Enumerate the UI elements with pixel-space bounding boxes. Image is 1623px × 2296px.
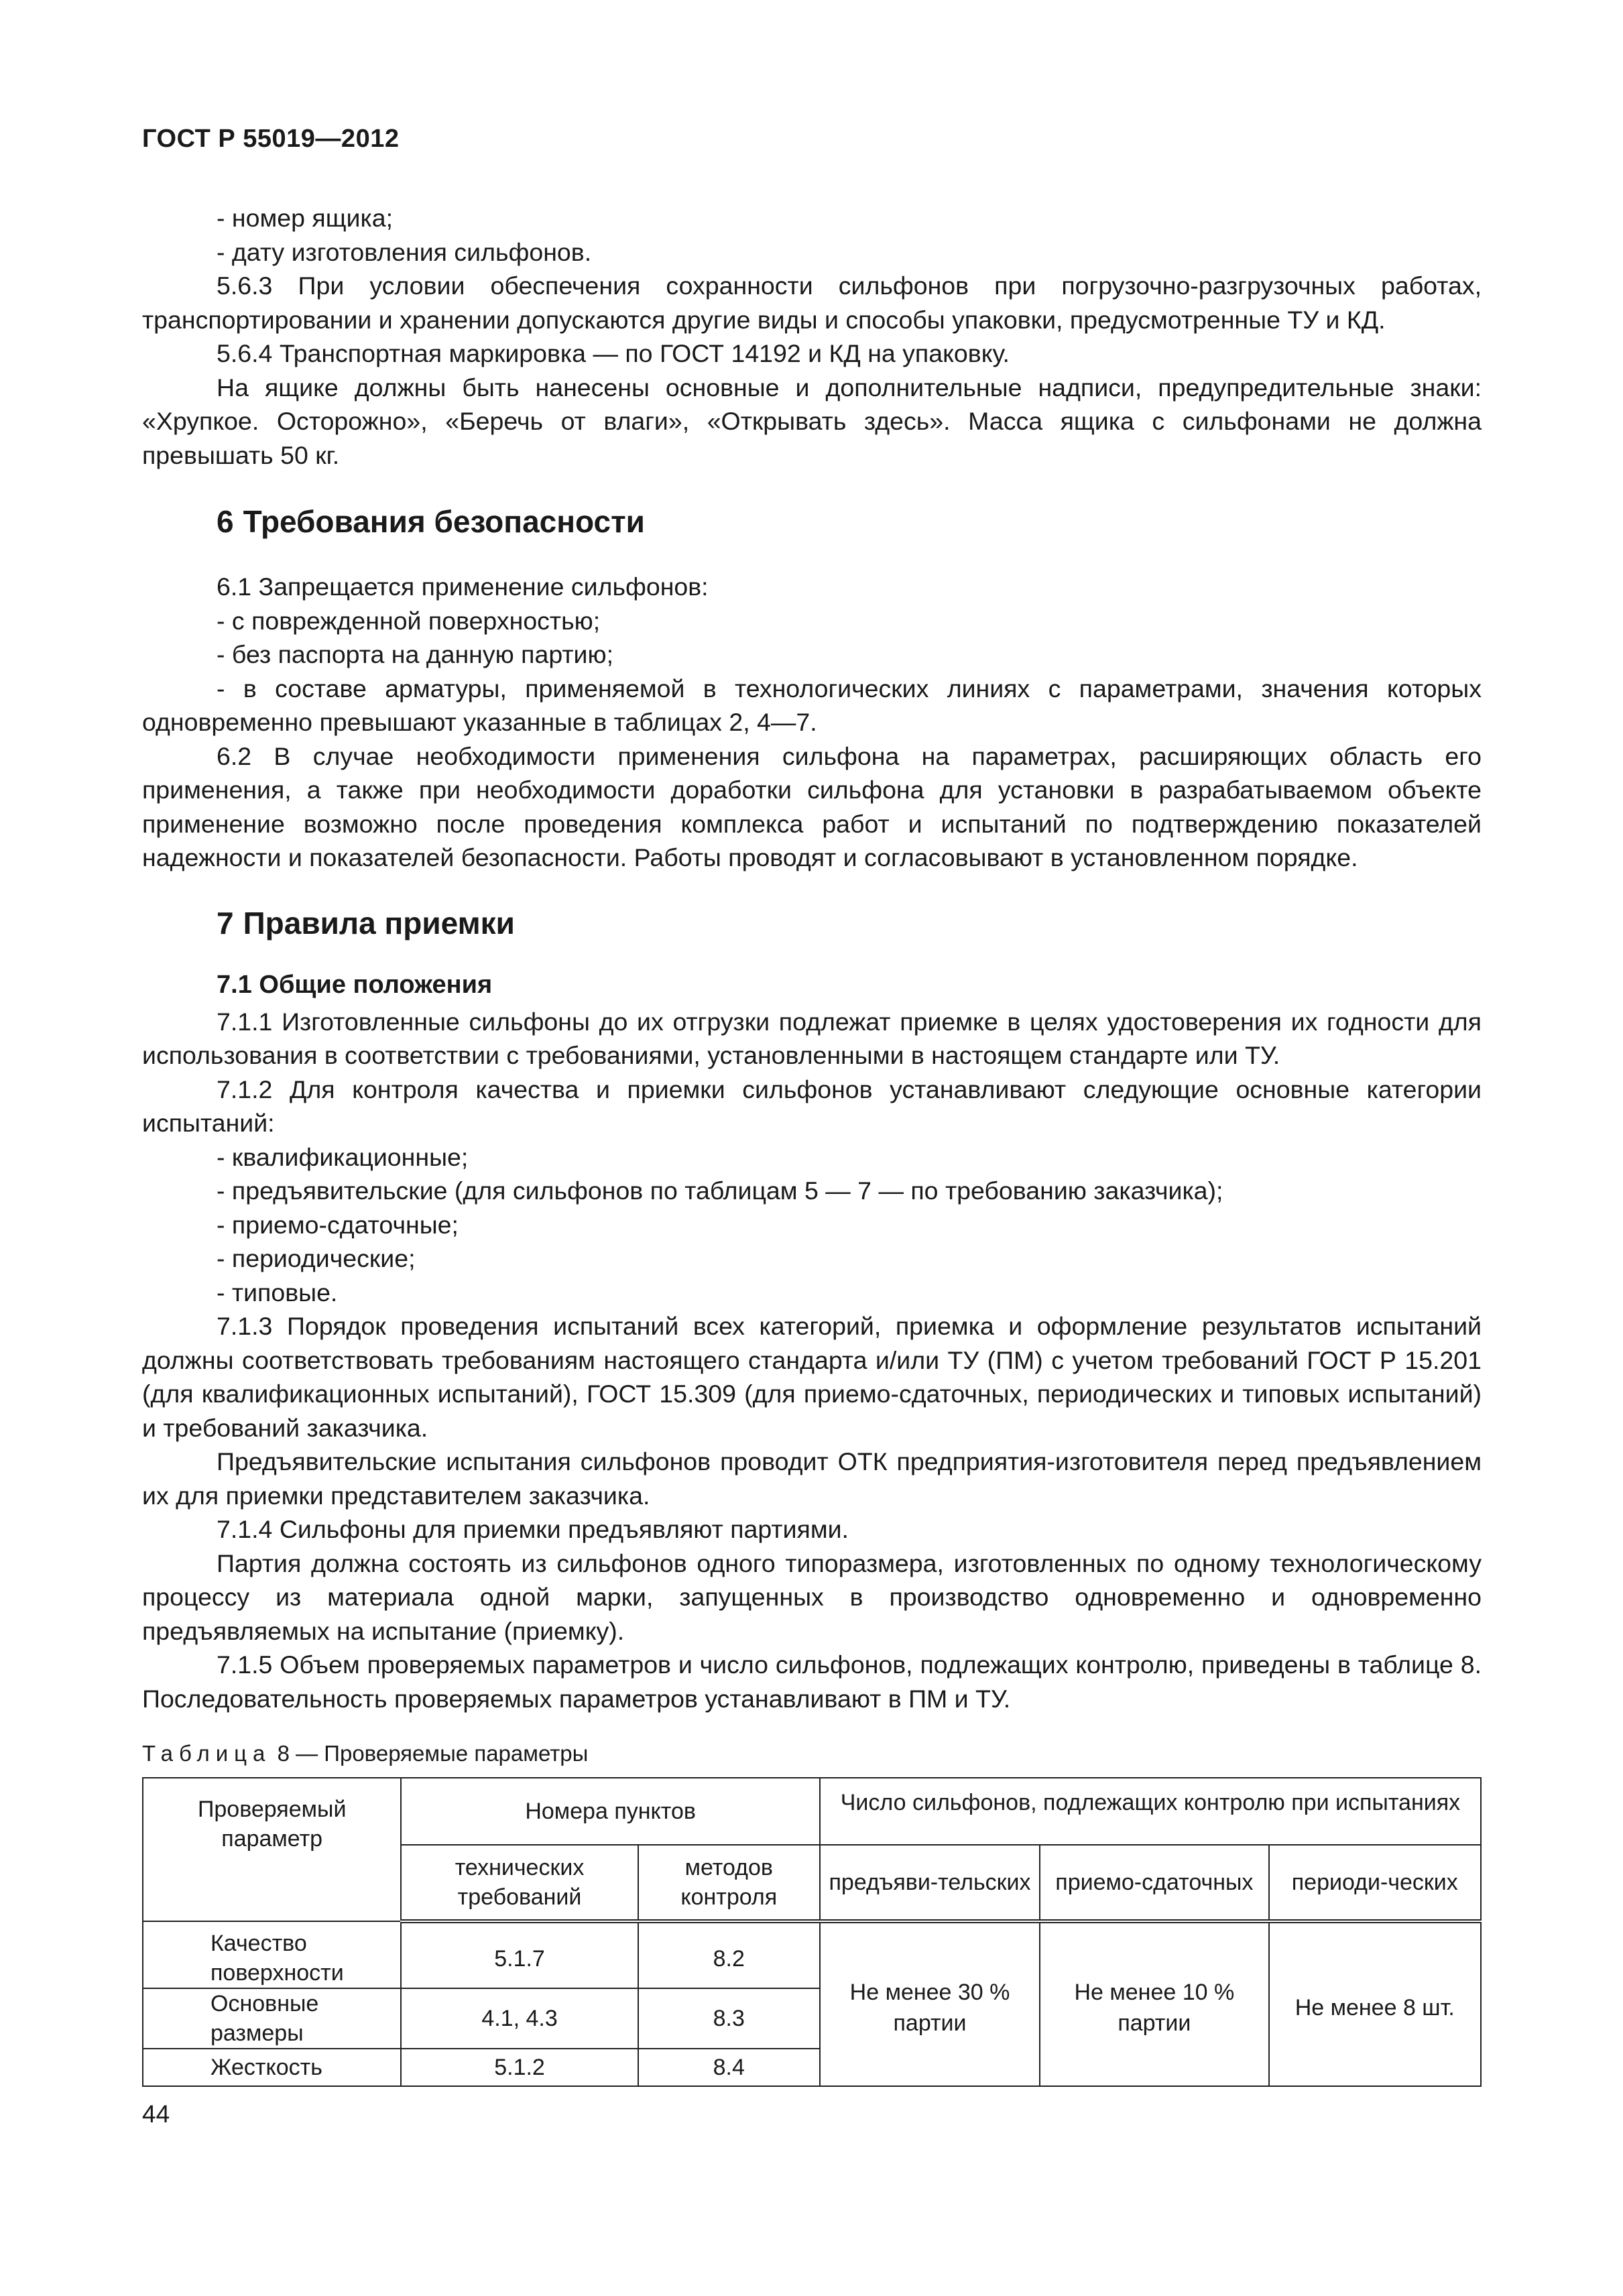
section-title: Правила приемки — [243, 905, 515, 941]
cell-count-periodic: Не менее 8 шт. — [1269, 1921, 1481, 2086]
header-cell-clauses: Номера пунктов — [401, 1778, 819, 1845]
cell-method-clause: 8.3 — [638, 1988, 820, 2049]
cell-tech-clause: 4.1, 4.3 — [401, 1988, 638, 2049]
paragraph: 7.1.3 Порядок проведения испытаний всех категорий, приемка и оформление результатов испытаний должны соответствовать требованиям настоящего стандарта и/или ТУ (ПМ) с учетом требований ГОСТ Р 15.201 (для квалификационных испытаний), ГОСТ 15.309 (для приемо-сдаточных, периодических и типовых испытаний) и требований заказчика. — [142, 1312, 1482, 1442]
paragraph: - предъявительские (для сильфонов по таблицам 5 — 7 — по требованию заказчика); — [217, 1176, 1223, 1205]
paragraph: - квалификационные; — [217, 1142, 469, 1171]
paragraph: 6.2 В случае необходимости применения сильфона на параметрах, расширяющих область его применения, а также при необходимости доработки сильфона для установки в разрабатываемом объекте применение возможно после проведения комплекса работ и испытаний по подтверждению показателей надежности и показателей безопасности. Работы проводят и согласовывают в установленном порядке. — [142, 741, 1482, 871]
cell-method-clause: 8.4 — [638, 2049, 820, 2086]
header-cell-count-presentation: предъяви-тельских — [820, 1845, 1040, 1921]
header-cell-clauses-tech: технических требований — [401, 1845, 638, 1921]
paragraph: - дату изготовления сильфонов. — [217, 237, 592, 266]
header-cell-param: Проверяемый параметр — [143, 1778, 401, 1921]
cell-count-presentation: Не менее 30 % партии — [820, 1921, 1040, 2086]
paragraph: 7.1.1 Изготовленные сильфоны до их отгрузки подлежат приемке в целях удостоверения их годности для использования в соответствии с требованиями, установленными в настоящем стандарте или ТУ. — [142, 1007, 1482, 1069]
paragraph: - номер ящика; — [217, 204, 393, 232]
cell-count-acceptance: Не менее 10 % партии — [1040, 1921, 1268, 2086]
cell-param: Основные размеры — [143, 1988, 401, 2049]
paragraph: - типовые. — [217, 1278, 338, 1307]
section-heading-7 — [142, 903, 1482, 943]
paragraph: 7.1.4 Сильфоны для приемки предъявляют партиями. — [217, 1515, 849, 1543]
paragraph: 5.6.4 Транспортная маркировка — по ГОСТ 14192 и КД на упаковку. — [217, 339, 1010, 367]
cell-param: Жесткость — [143, 2049, 401, 2086]
header-cell-count: Число сильфонов, подлежащих контролю при испытаниях — [820, 1778, 1481, 1845]
table-8 — [142, 1777, 1482, 2087]
section-number: 7 — [217, 905, 234, 941]
cell-tech-clause: 5.1.2 — [401, 2049, 638, 2086]
cell-method-clause: 8.2 — [638, 1921, 820, 1988]
cell-param: Качество поверхности — [143, 1921, 401, 1988]
section-number: 6 — [217, 504, 234, 539]
paragraph: - приемо-сдаточные; — [217, 1210, 459, 1239]
paragraph: - без паспорта на данную партию; — [217, 640, 614, 668]
paragraph: Предъявительские испытания сильфонов проводит ОТК предприятия-изготовителя перед предъявлением их для приемки представителем заказчика. — [142, 1447, 1482, 1510]
paragraph: - периодические; — [217, 1244, 416, 1272]
paragraph: Партия должна состоять из сильфонов одного типоразмера, изготовленных по одному технологическому процессу из материала одной марки, запущенных в производство одновременно и одновременно предъявляемых на испытание (приемку). — [142, 1549, 1482, 1645]
paragraph: - в составе арматуры, применяемой в технологических линиях с параметрами, значения которых одновременно превышают указанные в таблицах 2, 4—7. — [142, 674, 1482, 736]
paragraph: 6.1 Запрещается применение сильфонов: — [217, 572, 709, 601]
paragraph: 7.1.2 Для контроля качества и приемки сильфонов устанавливают следующие основные категории испытаний: — [142, 1075, 1482, 1137]
paragraph: На ящике должны быть нанесены основные и дополнительные надписи, предупредительные знаки: «Хрупкое. Осторожно», «Беречь от влаги», «Открывать здесь». Масса ящика с сильфонами не должна превышать 50 кг. — [142, 373, 1482, 469]
paragraph: - с поврежденной поверхностью; — [217, 606, 601, 635]
header-cell-count-acceptance: приемо-сдаточных — [1040, 1845, 1268, 1921]
table-row — [143, 1921, 1481, 1988]
page-number: 44 — [142, 2100, 170, 2128]
page-header: ГОСТ Р 55019—2012 — [142, 125, 400, 153]
paragraph: 7.1.5 Объем проверяемых параметров и число сильфонов, подлежащих контролю, приведены в таблице 8. Последовательность проверяемых параметров устанавливают в ПМ и ТУ. — [142, 1650, 1482, 1713]
table-caption-text: 8 — Проверяемые параметры — [277, 1741, 589, 1766]
table-caption-word: Таблица — [142, 1741, 272, 1766]
table-caption — [142, 1738, 1482, 1769]
subsection-heading-7-1: 7.1 Общие положения — [217, 970, 493, 999]
section-title: Требования безопасности — [243, 504, 645, 539]
header-cell-count-periodic: периоди-ческих — [1269, 1845, 1481, 1921]
document-body — [142, 201, 1482, 2087]
section-heading-6 — [142, 501, 1482, 542]
cell-tech-clause: 5.1.7 — [401, 1921, 638, 1988]
header-cell-clauses-methods: методов контроля — [638, 1845, 820, 1921]
paragraph: 5.6.3 При условии обеспечения сохранности сильфонов при погрузочно-разгрузочных работах, транспортировании и хранении допускаются другие виды и способы упаковки, предусмотренные ТУ и КД. — [142, 271, 1482, 334]
